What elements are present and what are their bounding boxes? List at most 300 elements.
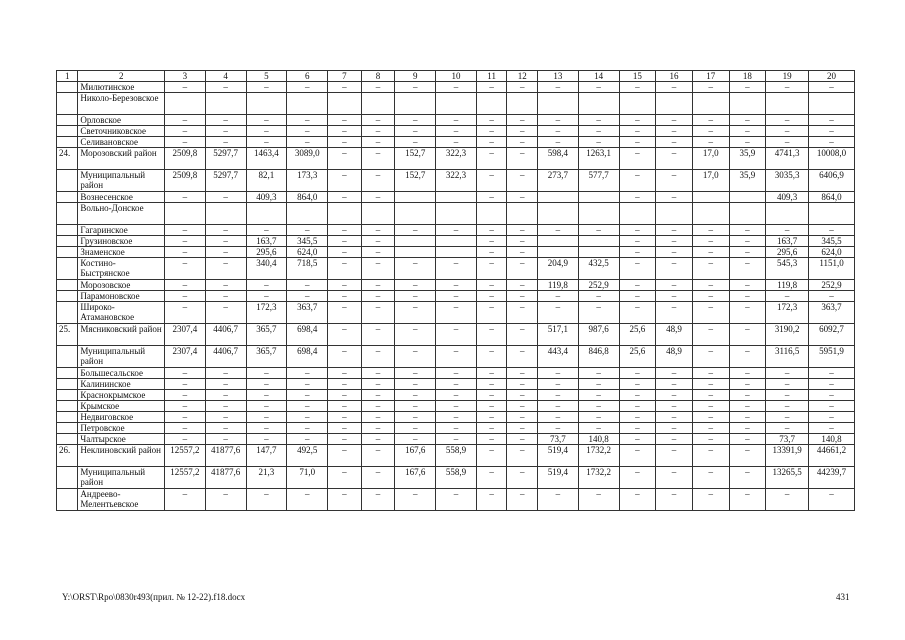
- table-cell: –: [729, 434, 766, 445]
- row-name-cell: Николо-Березовское: [78, 93, 165, 115]
- table-cell: –: [692, 324, 729, 346]
- table-cell: [395, 236, 436, 247]
- row-name-cell: Муниципальный район: [78, 467, 165, 489]
- table-cell: –: [507, 423, 538, 434]
- table-cell: –: [287, 434, 328, 445]
- table-cell: –: [656, 247, 693, 258]
- row-name-cell: Костино-Быстрянское: [78, 258, 165, 280]
- table-cell: –: [729, 467, 766, 489]
- table-cell: –: [436, 423, 477, 434]
- table-cell: –: [729, 346, 766, 368]
- table-cell: –: [507, 445, 538, 467]
- table-cell: –: [361, 148, 395, 170]
- table-cell: –: [766, 291, 809, 302]
- column-header: 15: [619, 71, 656, 82]
- table-cell: –: [165, 434, 206, 445]
- table-cell: –: [656, 192, 693, 203]
- table-cell: –: [578, 390, 619, 401]
- column-header: 16: [656, 71, 693, 82]
- table-cell: –: [165, 236, 206, 247]
- table-cell: 577,7: [578, 170, 619, 192]
- table-cell: –: [692, 434, 729, 445]
- table-cell: –: [165, 291, 206, 302]
- table-cell: –: [287, 379, 328, 390]
- table-cell: –: [205, 82, 246, 93]
- table-cell: –: [476, 324, 507, 346]
- table-cell: –: [507, 280, 538, 291]
- table-row: [57, 82, 855, 93]
- table-cell: [619, 93, 656, 115]
- table-cell: –: [246, 115, 287, 126]
- table-cell: –: [328, 137, 362, 148]
- table-cell: –: [395, 379, 436, 390]
- table-cell: –: [507, 236, 538, 247]
- table-cell: –: [619, 280, 656, 291]
- table-cell: –: [476, 423, 507, 434]
- page-number: 431: [836, 592, 850, 602]
- table-cell: 41877,6: [205, 467, 246, 489]
- table-cell: [165, 203, 206, 225]
- table-cell: –: [476, 192, 507, 203]
- table-cell: –: [619, 148, 656, 170]
- table-cell: [395, 192, 436, 203]
- table-cell: –: [165, 390, 206, 401]
- table-cell: –: [205, 126, 246, 137]
- table-cell: –: [395, 324, 436, 346]
- table-cell: –: [165, 412, 206, 423]
- table-cell: –: [361, 346, 395, 368]
- table-cell: –: [729, 258, 766, 280]
- table-cell: –: [692, 390, 729, 401]
- table-cell: –: [205, 390, 246, 401]
- table-cell: –: [205, 401, 246, 412]
- table-cell: –: [809, 401, 855, 412]
- table-cell: –: [436, 82, 477, 93]
- table-cell: –: [656, 379, 693, 390]
- table-cell: –: [507, 412, 538, 423]
- table-cell: –: [361, 192, 395, 203]
- table-cell: –: [619, 126, 656, 137]
- table-cell: 4406,7: [205, 346, 246, 368]
- row-number-cell: [57, 93, 78, 115]
- table-cell: 987,6: [578, 324, 619, 346]
- table-cell: 140,8: [578, 434, 619, 445]
- table-cell: –: [328, 247, 362, 258]
- table-cell: –: [165, 368, 206, 379]
- table-cell: –: [165, 137, 206, 148]
- table-cell: –: [656, 445, 693, 467]
- table-cell: –: [507, 489, 538, 511]
- table-cell: 25,6: [619, 324, 656, 346]
- table-cell: –: [766, 401, 809, 412]
- table-cell: –: [656, 137, 693, 148]
- table-cell: –: [361, 170, 395, 192]
- row-name-cell: Краснокрымское: [78, 390, 165, 401]
- table-row: [57, 445, 855, 467]
- row-number-cell: 26.: [57, 445, 78, 467]
- table-cell: –: [395, 291, 436, 302]
- table-cell: –: [507, 126, 538, 137]
- table-cell: –: [328, 401, 362, 412]
- table-cell: –: [729, 302, 766, 324]
- table-cell: 3035,3: [766, 170, 809, 192]
- table-cell: –: [205, 368, 246, 379]
- table-cell: –: [328, 225, 362, 236]
- table-cell: 864,0: [809, 192, 855, 203]
- table-cell: –: [729, 390, 766, 401]
- table-cell: –: [205, 423, 246, 434]
- table-cell: –: [328, 236, 362, 247]
- table-cell: –: [537, 126, 578, 137]
- table-cell: [578, 247, 619, 258]
- table-cell: –: [692, 291, 729, 302]
- row-number-cell: [57, 82, 78, 93]
- table-cell: –: [578, 302, 619, 324]
- table-cell: –: [436, 368, 477, 379]
- table-cell: –: [328, 489, 362, 511]
- table-cell: 846,8: [578, 346, 619, 368]
- table-cell: [436, 236, 477, 247]
- table-cell: –: [287, 423, 328, 434]
- table-cell: –: [766, 137, 809, 148]
- table-cell: 1263,1: [578, 148, 619, 170]
- table-cell: –: [476, 280, 507, 291]
- table-cell: [436, 192, 477, 203]
- row-number-cell: 24.: [57, 148, 78, 170]
- table-cell: [578, 192, 619, 203]
- table-cell: –: [395, 390, 436, 401]
- table-cell: –: [729, 82, 766, 93]
- row-number-cell: [57, 379, 78, 390]
- table-cell: –: [395, 225, 436, 236]
- table-cell: 173,3: [287, 170, 328, 192]
- table-cell: –: [809, 368, 855, 379]
- table-cell: –: [692, 115, 729, 126]
- table-cell: [287, 93, 328, 115]
- table-cell: –: [692, 82, 729, 93]
- table-cell: 698,4: [287, 346, 328, 368]
- table-cell: –: [476, 291, 507, 302]
- table-cell: –: [287, 390, 328, 401]
- table-cell: –: [507, 170, 538, 192]
- row-name-cell: Вознесенское: [78, 192, 165, 203]
- table-cell: [809, 203, 855, 225]
- table-row: [57, 324, 855, 346]
- table-cell: [537, 203, 578, 225]
- table-cell: 73,7: [537, 434, 578, 445]
- row-number-cell: [57, 258, 78, 280]
- table-cell: –: [476, 126, 507, 137]
- table-cell: –: [507, 434, 538, 445]
- table-cell: –: [766, 412, 809, 423]
- table-cell: –: [246, 390, 287, 401]
- table-cell: –: [436, 390, 477, 401]
- table-cell: –: [619, 236, 656, 247]
- table-cell: –: [619, 390, 656, 401]
- table-cell: [809, 93, 855, 115]
- table-cell: –: [766, 423, 809, 434]
- table-cell: –: [656, 401, 693, 412]
- table-cell: 1463,4: [246, 148, 287, 170]
- table-cell: [287, 203, 328, 225]
- table-cell: –: [287, 280, 328, 291]
- table-cell: –: [328, 302, 362, 324]
- table-cell: –: [328, 258, 362, 280]
- table-cell: –: [328, 346, 362, 368]
- table-cell: [692, 203, 729, 225]
- table-cell: 519,4: [537, 467, 578, 489]
- table-cell: –: [692, 302, 729, 324]
- column-header: 20: [809, 71, 855, 82]
- table-cell: –: [165, 115, 206, 126]
- table-row: [57, 401, 855, 412]
- row-name-cell: Чалтырское: [78, 434, 165, 445]
- table-cell: –: [205, 247, 246, 258]
- table-cell: –: [246, 126, 287, 137]
- table-cell: –: [692, 467, 729, 489]
- table-cell: –: [656, 170, 693, 192]
- table-row: [57, 467, 855, 489]
- table-cell: –: [578, 126, 619, 137]
- table-cell: 624,0: [809, 247, 855, 258]
- table-cell: –: [507, 324, 538, 346]
- column-header: 13: [537, 71, 578, 82]
- table-cell: –: [578, 291, 619, 302]
- table-cell: –: [476, 346, 507, 368]
- table-cell: 17,0: [692, 148, 729, 170]
- row-number-cell: [57, 203, 78, 225]
- table-row: [57, 302, 855, 324]
- table-cell: –: [507, 247, 538, 258]
- row-name-cell: Петровское: [78, 423, 165, 434]
- table-cell: [578, 203, 619, 225]
- row-name-cell: Недвиговское: [78, 412, 165, 423]
- column-header: 14: [578, 71, 619, 82]
- table-cell: [537, 247, 578, 258]
- table-cell: 519,4: [537, 445, 578, 467]
- column-header: 1: [57, 71, 78, 82]
- table-cell: [656, 93, 693, 115]
- table-cell: –: [809, 115, 855, 126]
- table-cell: –: [729, 401, 766, 412]
- table-cell: –: [537, 412, 578, 423]
- table-cell: –: [619, 291, 656, 302]
- table-cell: –: [287, 291, 328, 302]
- table-cell: –: [165, 379, 206, 390]
- data-table: [56, 70, 855, 511]
- table-cell: –: [766, 379, 809, 390]
- column-header: 10: [436, 71, 477, 82]
- row-number-cell: [57, 236, 78, 247]
- table-cell: –: [246, 225, 287, 236]
- table-cell: –: [537, 115, 578, 126]
- table-cell: –: [246, 82, 287, 93]
- table-cell: –: [436, 115, 477, 126]
- table-cell: 718,5: [287, 258, 328, 280]
- table-cell: –: [656, 115, 693, 126]
- row-name-cell: Парамоновское: [78, 291, 165, 302]
- table-row: [57, 489, 855, 511]
- table-cell: 2307,4: [165, 346, 206, 368]
- table-cell: –: [246, 137, 287, 148]
- row-name-cell: Калининское: [78, 379, 165, 390]
- row-number-cell: [57, 126, 78, 137]
- table-cell: –: [395, 258, 436, 280]
- row-name-cell: Знаменское: [78, 247, 165, 258]
- table-cell: –: [507, 291, 538, 302]
- table-cell: –: [287, 368, 328, 379]
- table-cell: 1732,2: [578, 467, 619, 489]
- table-row: [57, 225, 855, 236]
- table-cell: 119,8: [766, 280, 809, 291]
- row-name-cell: Грузиновское: [78, 236, 165, 247]
- table-cell: –: [729, 137, 766, 148]
- table-row: [57, 280, 855, 291]
- table-cell: –: [246, 434, 287, 445]
- table-cell: 345,5: [809, 236, 855, 247]
- table-cell: 4406,7: [205, 324, 246, 346]
- table-cell: 322,3: [436, 170, 477, 192]
- table-cell: –: [809, 82, 855, 93]
- row-number-cell: 25.: [57, 324, 78, 346]
- table-cell: 545,3: [766, 258, 809, 280]
- table-cell: –: [507, 137, 538, 148]
- table-cell: 147,7: [246, 445, 287, 467]
- table-cell: –: [361, 280, 395, 291]
- table-cell: –: [361, 390, 395, 401]
- table-cell: –: [537, 137, 578, 148]
- table-cell: –: [436, 280, 477, 291]
- table-cell: 345,5: [287, 236, 328, 247]
- table-cell: 172,3: [246, 302, 287, 324]
- table-cell: –: [395, 412, 436, 423]
- row-name-cell: Мясниковский район: [78, 324, 165, 346]
- table-cell: 152,7: [395, 148, 436, 170]
- table-cell: –: [507, 302, 538, 324]
- table-cell: 41877,6: [205, 445, 246, 467]
- footer-file-path: Y:\ORST\Rpo\0830r493(прил. № 12-22).f18.docx: [62, 592, 246, 602]
- table-cell: –: [619, 412, 656, 423]
- table-cell: –: [205, 115, 246, 126]
- table-cell: –: [436, 379, 477, 390]
- table-cell: –: [361, 379, 395, 390]
- table-cell: 12557,2: [165, 445, 206, 467]
- table-cell: –: [692, 258, 729, 280]
- table-cell: –: [328, 170, 362, 192]
- column-header: 6: [287, 71, 328, 82]
- table-cell: –: [246, 412, 287, 423]
- row-number-cell: [57, 137, 78, 148]
- table-cell: –: [328, 423, 362, 434]
- table-cell: –: [287, 115, 328, 126]
- table-cell: –: [729, 489, 766, 511]
- table-cell: [578, 236, 619, 247]
- table-cell: 71,0: [287, 467, 328, 489]
- table-cell: –: [287, 225, 328, 236]
- table-cell: 273,7: [537, 170, 578, 192]
- table-cell: –: [165, 302, 206, 324]
- table-cell: –: [436, 434, 477, 445]
- row-number-cell: [57, 390, 78, 401]
- table-cell: –: [476, 434, 507, 445]
- table-cell: 163,7: [766, 236, 809, 247]
- row-number-cell: [57, 247, 78, 258]
- table-cell: [578, 93, 619, 115]
- row-name-cell: Муниципальный район: [78, 346, 165, 368]
- table-cell: [361, 203, 395, 225]
- table-cell: –: [246, 368, 287, 379]
- table-cell: –: [476, 401, 507, 412]
- table-cell: [729, 203, 766, 225]
- table-cell: –: [692, 225, 729, 236]
- column-header: 2: [78, 71, 165, 82]
- row-name-cell: Морозовское: [78, 280, 165, 291]
- table-cell: –: [476, 379, 507, 390]
- table-cell: –: [766, 225, 809, 236]
- table-cell: –: [578, 82, 619, 93]
- table-cell: –: [729, 423, 766, 434]
- table-cell: –: [361, 236, 395, 247]
- table-cell: –: [436, 258, 477, 280]
- table-cell: 21,3: [246, 467, 287, 489]
- table-cell: –: [729, 368, 766, 379]
- table-cell: 365,7: [246, 324, 287, 346]
- table-cell: [656, 203, 693, 225]
- table-cell: –: [476, 445, 507, 467]
- table-cell: –: [476, 368, 507, 379]
- table-cell: –: [619, 467, 656, 489]
- table-cell: –: [507, 258, 538, 280]
- table-cell: –: [165, 280, 206, 291]
- table-cell: –: [436, 412, 477, 423]
- table-cell: 17,0: [692, 170, 729, 192]
- table-cell: –: [692, 445, 729, 467]
- table-cell: –: [436, 302, 477, 324]
- table-cell: –: [537, 489, 578, 511]
- table-cell: –: [328, 412, 362, 423]
- table-row: [57, 148, 855, 170]
- table-cell: –: [328, 148, 362, 170]
- table-cell: 44239,7: [809, 467, 855, 489]
- table-cell: –: [361, 445, 395, 467]
- row-number-cell: [57, 280, 78, 291]
- table-cell: [246, 93, 287, 115]
- table-cell: [476, 93, 507, 115]
- table-cell: –: [395, 115, 436, 126]
- table-cell: –: [507, 379, 538, 390]
- row-name-cell: Крымское: [78, 401, 165, 412]
- table-cell: –: [692, 280, 729, 291]
- table-cell: –: [619, 401, 656, 412]
- table-cell: 163,7: [246, 236, 287, 247]
- row-name-cell: Большесальское: [78, 368, 165, 379]
- table-cell: [766, 93, 809, 115]
- table-cell: –: [537, 390, 578, 401]
- table-cell: –: [205, 412, 246, 423]
- table-cell: –: [361, 489, 395, 511]
- table-cell: [395, 247, 436, 258]
- table-cell: –: [476, 489, 507, 511]
- row-name-cell: Вольно-Донское: [78, 203, 165, 225]
- row-number-cell: [57, 225, 78, 236]
- table-cell: –: [656, 368, 693, 379]
- table-row: [57, 137, 855, 148]
- table-cell: –: [692, 379, 729, 390]
- table-cell: –: [692, 247, 729, 258]
- row-name-cell: Муниципальный район: [78, 170, 165, 192]
- table-cell: –: [361, 247, 395, 258]
- column-header: 12: [507, 71, 538, 82]
